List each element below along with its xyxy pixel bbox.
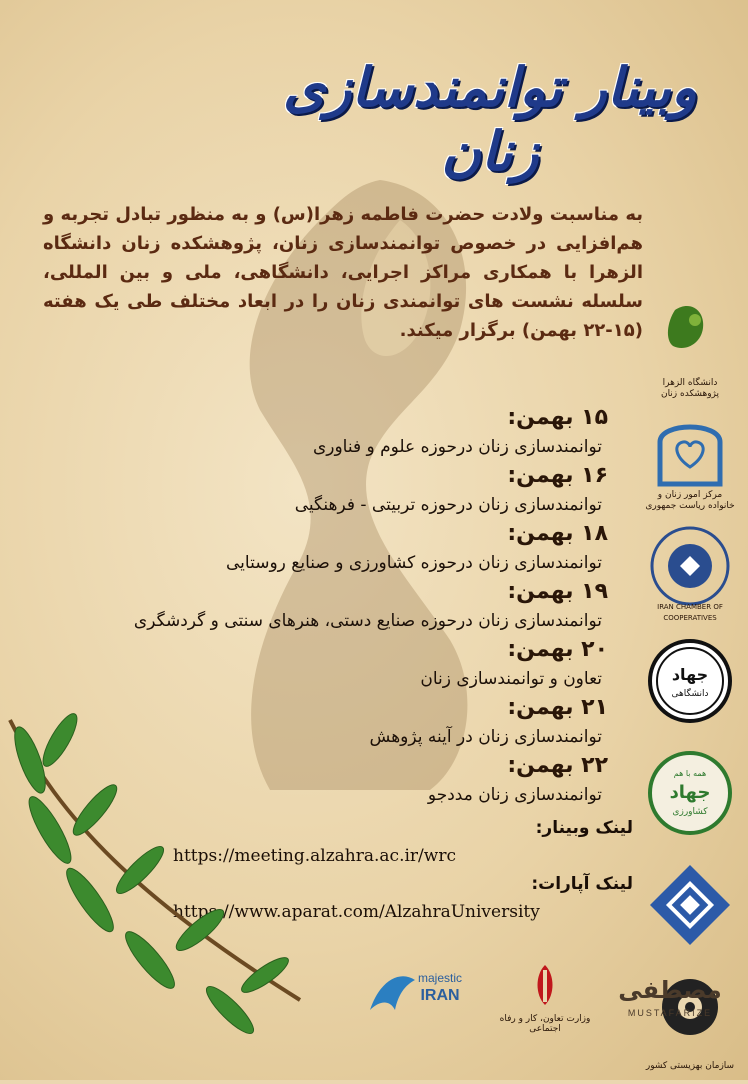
page-title: وبینار توانمندسازی زنان bbox=[283, 55, 697, 183]
schedule-day: ۱۶ بهمن: bbox=[507, 463, 608, 488]
alzahra-logo bbox=[645, 300, 735, 400]
intro-paragraph: به مناسبت ولادت حضرت فاطمه زهرا(س) و به منظور تبادل تجربه و هم‌افزایی در خصوص توانمندسازی زنان، پژوهشکده زنان دانشگاه الزهرا با همکاری مراکز اجرایی، دانشگاهی، ملی و بین المللی، سلسله نشست های توانمندی زنان را در ابعاد مختلف طی یک هفته (۱۵-۲۲ بهمن) برگزار میکند. bbox=[43, 204, 643, 341]
schedule-topic: توانمندسازی زنان در آینه پژوهش bbox=[369, 727, 602, 747]
knot-pattern-icon bbox=[645, 860, 735, 950]
ministry-logo bbox=[490, 960, 600, 1040]
women-family-caption: مرکز امور زنان و خانواده ریاست جمهوری bbox=[645, 490, 735, 511]
aparat-link-label: لینک آپارات: bbox=[531, 874, 633, 894]
schedule-topic: توانمندسازی زنان درحوزه تربیتی - فرهنگیی bbox=[294, 495, 602, 515]
schedule-day: ۱۵ بهمن: bbox=[507, 405, 608, 430]
majestic-top-text: majestic bbox=[417, 971, 463, 985]
heart-arch-icon bbox=[645, 412, 735, 487]
schedule-item bbox=[8, 578, 608, 636]
women-family-center-logo bbox=[645, 412, 735, 512]
schedule-topic: توانمندسازی زنان مددجو bbox=[427, 785, 602, 805]
majestic-iran-logo bbox=[360, 960, 470, 1040]
schedule-topic: تعاون و توانمندسازی زنان bbox=[420, 669, 602, 689]
jahad-keshavarzi-logo bbox=[645, 748, 735, 848]
majestic-mid-text: IRAN bbox=[420, 987, 460, 1004]
schedule-item bbox=[8, 462, 608, 520]
behzisti-knot-logo bbox=[645, 860, 735, 960]
cooperative-chamber-logo bbox=[645, 524, 735, 624]
mostafa-top-text: مصطفی bbox=[618, 976, 722, 1004]
iran-emblem-icon bbox=[490, 960, 600, 1010]
schedule-day: ۲۲ بهمن: bbox=[507, 753, 608, 778]
bottom-logo-row bbox=[340, 960, 740, 1040]
webinar-link[interactable]: https://meeting.alzahra.ac.ir/wrc bbox=[173, 846, 456, 866]
schedule-day: ۱۹ بهمن: bbox=[507, 579, 608, 604]
schedule-item bbox=[8, 404, 608, 462]
cooperative-caption: IRAN CHAMBER OF COOPERATIVES bbox=[657, 603, 723, 622]
alzahra-caption: دانشگاه الزهرا پژوهشکده زنان bbox=[660, 378, 720, 399]
schedule-day: ۱۸ بهمن: bbox=[507, 521, 608, 546]
phoenix-icon bbox=[360, 960, 470, 1020]
jahad-agri-mid-text: جهاد bbox=[669, 782, 711, 803]
jahad-agri-bottom-text: کشاورزی bbox=[672, 807, 708, 817]
jahad-uni-top-text: جهاد bbox=[671, 665, 709, 684]
mostafa-calligraphy-icon bbox=[610, 960, 730, 1024]
jahad-daneshgahi-logo bbox=[645, 636, 735, 736]
schedule-day: ۲۱ بهمن: bbox=[507, 695, 608, 720]
webinar-link-label: لینک وبینار: bbox=[535, 818, 633, 838]
ministry-caption: وزارت تعاون، کار و رفاه اجتماعی bbox=[499, 1014, 591, 1034]
aparat-link[interactable]: https://www.aparat.com/AlzahraUniversity bbox=[173, 902, 540, 922]
jahad-agri-top-text: همه با هم bbox=[673, 769, 707, 778]
schedule-topic: توانمندسازی زنان درحوزه کشاورزی و صنایع روستایی bbox=[226, 553, 602, 573]
behzisti-caption: سازمان بهزیستی کشور bbox=[645, 1061, 735, 1071]
jahad-uni-bottom-text: دانشگاهی bbox=[671, 689, 709, 699]
schedule-item bbox=[8, 636, 608, 694]
schedule-item bbox=[8, 520, 608, 578]
olive-branch-decoration bbox=[0, 700, 320, 1080]
schedule-topic: توانمندسازی زنان درحوزه صنایع دستی، هنرهای سنتی و گردشگری bbox=[133, 611, 602, 631]
mostafa-prize-logo bbox=[610, 960, 730, 1040]
alzahra-emblem-icon bbox=[645, 300, 735, 370]
jahad-daneshgahi-badge-icon bbox=[645, 636, 735, 726]
cooperative-seal-icon bbox=[645, 524, 735, 609]
jahad-keshavarzi-badge-icon bbox=[645, 748, 735, 838]
schedule-topic: توانمندسازی زنان درحوزه علوم و فناوری bbox=[312, 437, 602, 457]
mostafa-bottom-text: MUSTAFARIZE bbox=[627, 1008, 713, 1018]
schedule-day: ۲۰ بهمن: bbox=[507, 637, 608, 662]
